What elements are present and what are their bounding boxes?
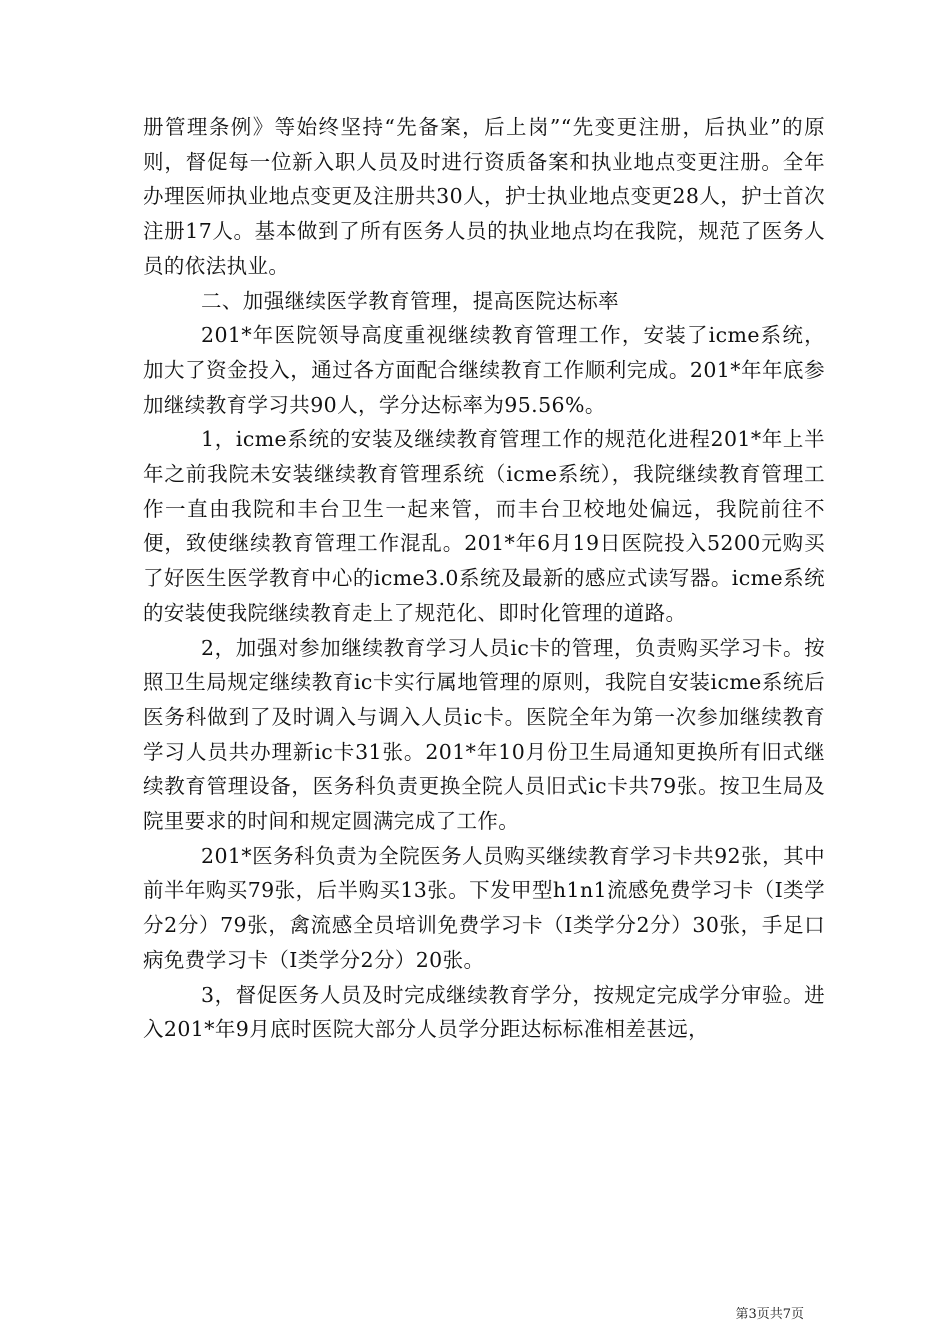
section-heading-continuing-education: 二、加强继续医学教育管理，提高医院达标率 <box>201 288 619 313</box>
paragraph-registration: 册管理条例》等始终坚持“先备案，后上岗”“先变更注册，后执业”的原则，督促每一位新入职人员及时进行资质备案和执业地点变更注册。全年办理医师执业地点变更及注册共30人，护士执业地点变更28人，护士首次注册17人。基本做到了所有医务人员的执业地点均在我院，规范了医务人员的依法执业。 <box>143 115 825 278</box>
paragraph-ic-card-management: 2，加强对参加继续教育学习人员ic卡的管理，负责购买学习卡。按照卫生局规定继续教育ic卡实行属地管理的原则，我院自安装icme系统后医务科做到了及时调入与调入人员ic卡。医院全年为第一次参加继续教育学习人员共办理新ic卡31张。201*年10月份卫生局通知更换所有旧式继续教育管理设备，医务科负责更换全院人员旧式ic卡共79张。按卫生局及院里要求的时间和规定圆满完成了工作。 <box>143 635 825 834</box>
paragraph-credit-supervision: 3，督促医务人员及时完成继续教育学分，按规定完成学分审验。进入201*年9月底时医院大部分人员学分距达标标准相差甚远， <box>143 982 825 1042</box>
document-body <box>143 110 825 1047</box>
page-number-footer: 第3页共7页 <box>735 1307 804 1322</box>
paragraph-icme-installation: 1，icme系统的安装及继续教育管理工作的规范化进程201*年上半年之前我院未安装继续教育管理系统（icme系统），我院继续教育管理工作一直由我院和丰台卫生一起来管，而丰台卫校地处偏远，我院前往不便，致使继续教育管理工作混乱。201*年6月19日医院投入5200元购买了好医生医学教育中心的icme3.0系统及最新的感应式读写器。icme系统的安装使我院继续教育走上了规范化、即时化管理的道路。 <box>143 427 825 625</box>
paragraph-education-summary: 201*年医院领导高度重视继续教育管理工作，安装了icme系统，加大了资金投入，通过各方面配合继续教育工作顺利完成。201*年年底参加继续教育学习共90人，学分达标率为95.56%。 <box>143 323 825 417</box>
paragraph-study-card-purchase: 201*医务科负责为全院医务人员购买继续教育学习卡共92张，其中前半年购买79张，后半购买13张。下发甲型h1n1流感免费学习卡（Ⅰ类学分2分）79张，禽流感全员培训免费学习卡（Ⅰ类学分2分）30张，手足口病免费学习卡（Ⅰ类学分2分）20张。 <box>143 843 825 972</box>
